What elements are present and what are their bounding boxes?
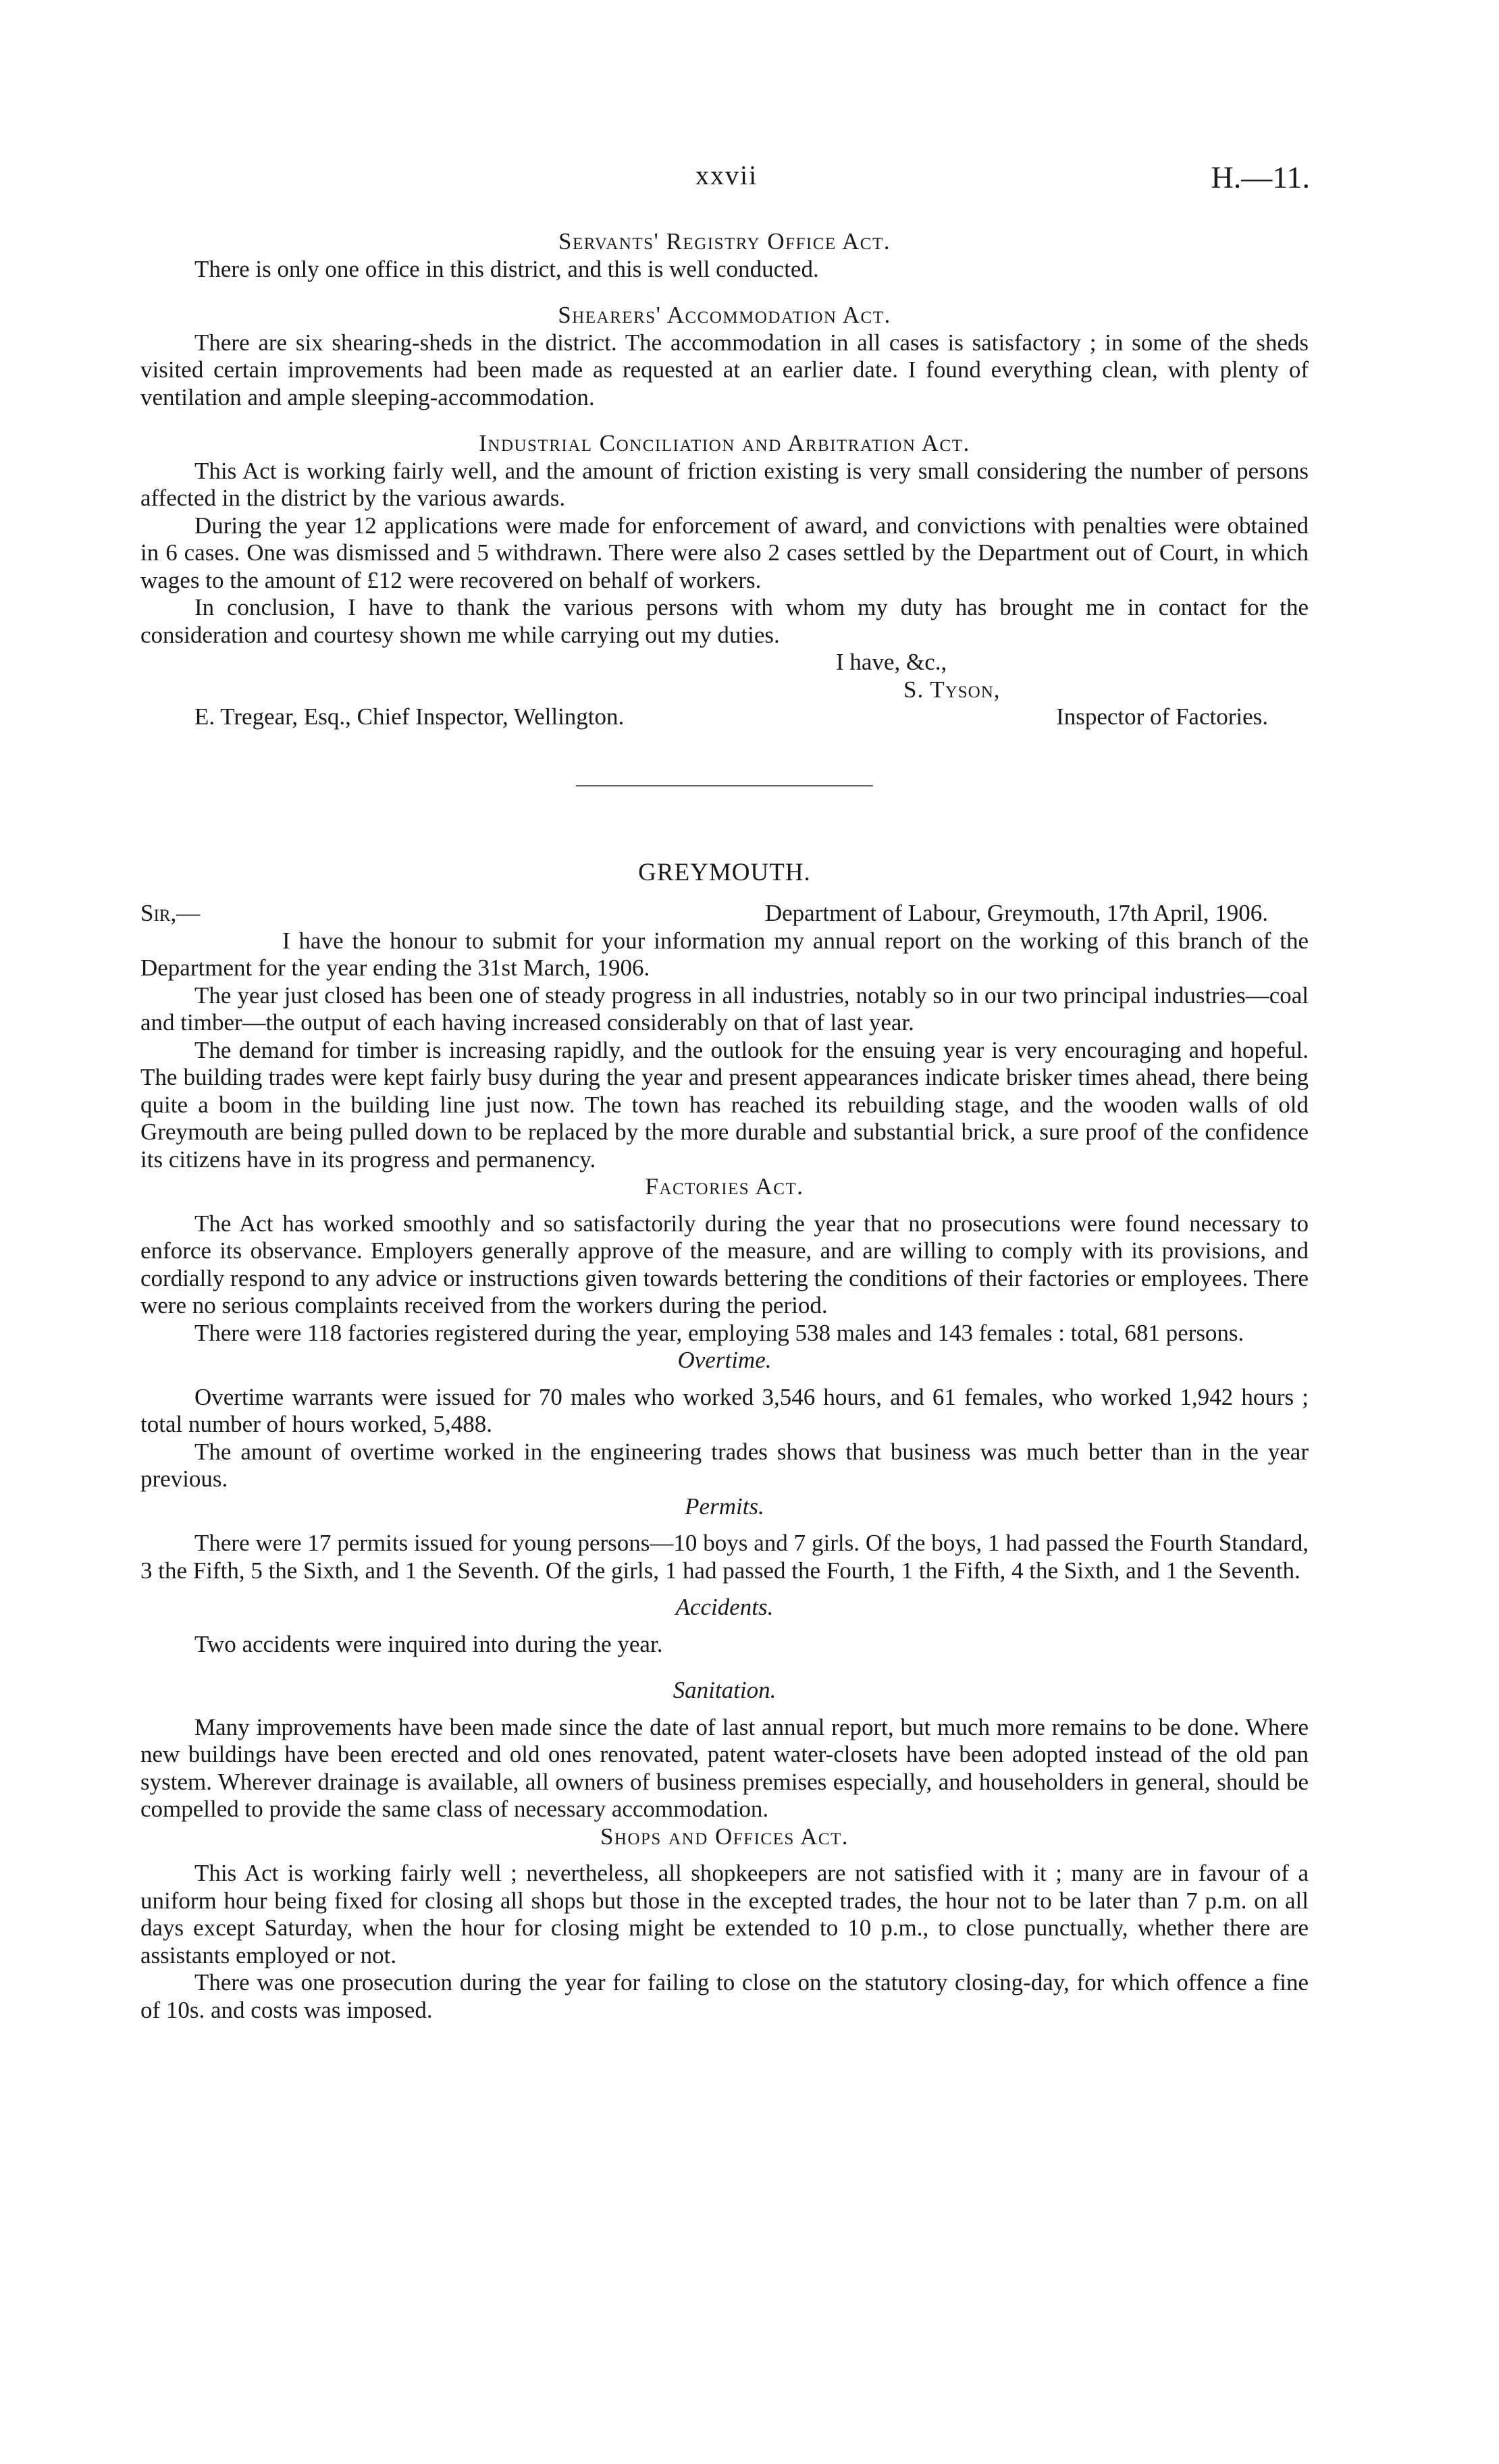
paragraph: There was one prosecution during the year for failing to close on the statutory closing-day, for which offence a fine of 10s. and costs was imposed. bbox=[140, 1969, 1309, 2023]
paragraph: During the year 12 applications were made for enforcement of award, and convictions with penalties were obtained in 6 cases. One was dismissed and 5 withdrawn. There were also 2 cases settled by the Department out of Court, in which wages to the amount of £12 were recovered on behalf of workers. bbox=[140, 512, 1309, 593]
signatory-name: S. Tyson, bbox=[903, 676, 1001, 703]
signatory-title: Inspector of Factories. bbox=[1056, 703, 1268, 730]
subheading-sanitation: Sanitation. bbox=[673, 1677, 777, 1703]
section-divider bbox=[576, 785, 873, 786]
signature-row bbox=[140, 703, 1309, 731]
document-reference: H.—11. bbox=[1211, 160, 1310, 194]
paragraph: The demand for timber is increasing rapidly, and the outlook for the ensuing year is very encouraging and hopeful. The building trades were kept fairly busy during the year and present appearances indicate brisker times ahead, there being quite a boom in the building line just now. The town has reached its rebuilding stage, and the wooden walls of old Greymouth are being pulled down to be replaced by the more durable and substantial brick, a sure proof of the confidence its citizens have in its progress and permanency. bbox=[140, 1036, 1309, 1173]
salutation-row bbox=[140, 900, 1309, 928]
paragraph: There is only one office in this district, and this is well conducted. bbox=[194, 255, 819, 282]
subheading-accidents: Accidents. bbox=[675, 1594, 774, 1620]
dateline: Department of Labour, Greymouth, 17th April, 1906. bbox=[764, 900, 1268, 926]
paragraph: The Act has worked smoothly and so satisfactorily during the year that no prosecutions were found necessary to enforce its observance. Employers generally approve of the measure, and are willing to comply with its provisions, and cordially respond to any advice or instructions given towards bettering the conditions of their factories or employees. There were no serious complaints received from the workers during the period. bbox=[140, 1210, 1309, 1318]
town-heading: GREYMOUTH. bbox=[638, 858, 811, 886]
page-number: xxvii bbox=[695, 160, 758, 190]
paragraph: I have the honour to submit for your information my annual report on the working of this branch of the Department for the year ending the 31st March, 1906. bbox=[140, 927, 1309, 981]
paragraph: Overtime warrants were issued for 70 males who worked 3,546 hours, and 61 females, who worked 1,942 hours ; total number of hours worked, 5,488. bbox=[140, 1383, 1309, 1437]
heading-shearers-act: Shearers' Accommodation Act. bbox=[558, 302, 891, 328]
heading-servants-act: Servants' Registry Office Act. bbox=[558, 228, 891, 255]
paragraph: This Act is working fairly well ; nevertheless, all shopkeepers are not satisfied with it ; many are in favour of a uniform hour being fixed for closing all shops but those in the excepted trades, the hour not to be later than 7 p.m. on all days except Saturday, when the hour for closing might be extended to 10 p.m., to close punctually, whether there are assistants employed or not. bbox=[140, 1860, 1309, 1968]
paragraph: In conclusion, I have to thank the various persons with whom my duty has brought me in contact for the consideration and courtesy shown me while carrying out my duties. bbox=[140, 594, 1309, 648]
paragraph: The amount of overtime worked in the engineering trades shows that business was much better than in the year previous. bbox=[140, 1438, 1309, 1492]
paragraph: Two accidents were inquired into during the year. bbox=[194, 1630, 663, 1657]
heading-shops-act: Shops and Offices Act. bbox=[600, 1823, 849, 1850]
heading-factories-act: Factories Act. bbox=[645, 1173, 804, 1200]
subheading-permits: Permits. bbox=[685, 1493, 764, 1520]
paragraph: The year just closed has been one of steady progress in all industries, notably so in our two principal industries—coal and timber—the output of each having increased considerably on that of last year. bbox=[140, 982, 1309, 1036]
paragraph: There were 17 permits issued for young persons—10 boys and 7 girls. Of the boys, 1 had passed the Fourth Standard, 3 the Fifth, 5 the Sixth, and 1 the Seventh. Of the girls, 1 had passed the Fourth, 1 the Fifth, 4 the Sixth, and 1 the Seventh. bbox=[140, 1530, 1309, 1584]
addressee: E. Tregear, Esq., Chief Inspector, Wellington. bbox=[194, 703, 625, 730]
paragraph: There are six shearing-sheds in the district. The accommodation in all cases is satisfactory ; in some of the sheds visited certain improvements had been made as requested at an earlier date. I found everything clean, with plenty of ventilation and ample sleeping-accommodation. bbox=[140, 329, 1309, 410]
salutation: Sir,— bbox=[140, 900, 201, 926]
paragraph: There were 118 factories registered during the year, employing 538 males and 143 females : total, 681 persons. bbox=[194, 1319, 1244, 1346]
paragraph: Many improvements have been made since the date of last annual report, but much more remains to be done. Where new buildings have been erected and old ones renovated, patent water-closets have been adopted instead of the old pan system. Wherever drainage is available, all owners of business premises especially, and householders in general, should be compelled to provide the same class of necessary accommodation. bbox=[140, 1713, 1309, 1822]
page-body bbox=[140, 228, 1309, 2024]
heading-industrial-act: Industrial Conciliation and Arbitration Act. bbox=[479, 430, 970, 456]
paragraph: This Act is working fairly well, and the amount of friction existing is very small considering the number of persons affected in the district by the various awards. bbox=[140, 457, 1309, 511]
subheading-overtime: Overtime. bbox=[677, 1347, 772, 1373]
closing: I have, &c., bbox=[836, 649, 947, 675]
